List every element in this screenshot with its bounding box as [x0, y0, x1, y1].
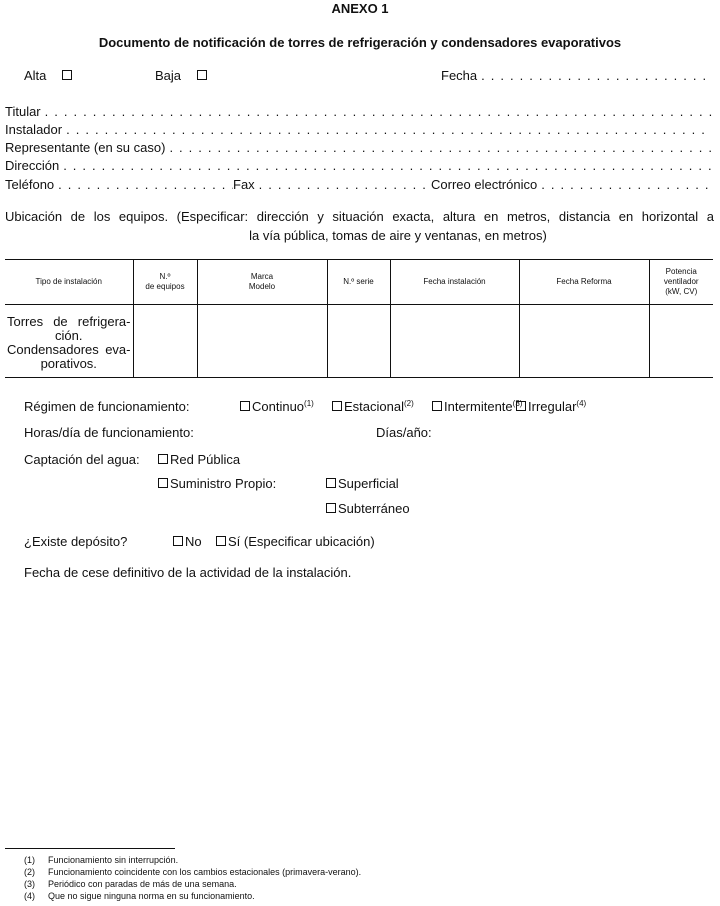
irregular-footnote-ref: (4) — [576, 399, 587, 408]
continuo-label: Continuo — [252, 399, 305, 414]
intermitente-label: Intermitente — [444, 399, 513, 414]
cell-fecha-instalacion[interactable] — [390, 305, 519, 378]
estacional-footnote-ref: (2) — [403, 399, 414, 408]
deposito-no-label: No — [185, 534, 202, 549]
instalador-dotted-line[interactable] — [66, 122, 712, 137]
suministro-propio-checkbox[interactable] — [158, 478, 168, 488]
footnote-3: (3) Periódico con paradas de más de una semana. — [24, 879, 237, 889]
deposito-no-checkbox[interactable] — [173, 536, 183, 546]
estacional-option[interactable] — [332, 399, 414, 414]
ubicacion-line-1: Ubicación de los equipos. (Especificar: dirección y situación exacta, altura en metros, distancia en horizontal a — [5, 209, 714, 224]
fecha-label: Fecha — [441, 68, 478, 83]
telefono-field[interactable] — [5, 177, 233, 192]
deposito-label: ¿Existe depósito? — [24, 534, 128, 549]
cese-label: Fecha de cese definitivo de la actividad de la instalación. — [24, 565, 352, 580]
intermitente-footnote-ref: (3) — [512, 399, 523, 408]
representante-dotted-line[interactable] — [169, 140, 712, 155]
irregular-checkbox[interactable] — [516, 401, 526, 411]
header-num-serie: N.º serie — [327, 260, 390, 305]
table-row — [5, 305, 713, 378]
red-publica-label: Red Pública — [170, 452, 241, 467]
titular-dotted-line[interactable] — [45, 104, 712, 119]
equipment-table — [5, 259, 713, 378]
cell-potencia[interactable] — [649, 305, 713, 378]
header-num-equipos: N.º de equipos — [133, 260, 197, 305]
fax-field[interactable] — [233, 177, 431, 192]
representante-field[interactable] — [5, 140, 712, 158]
instalador-label: Instalador — [5, 122, 63, 137]
baja-checkbox[interactable] — [197, 70, 207, 80]
direccion-dotted-line[interactable] — [63, 158, 712, 173]
fecha-dotted-line[interactable] — [481, 68, 712, 83]
instalador-field[interactable] — [5, 122, 712, 140]
estacional-checkbox[interactable] — [332, 401, 342, 411]
footnote-2: (2) Funcionamiento coincidente con los cambios estacionales (primavera-verano). — [24, 867, 362, 877]
tipo-line-4: porativos. — [40, 356, 97, 371]
subterraneo-checkbox[interactable] — [326, 503, 336, 513]
footnote-divider — [5, 848, 175, 849]
suministro-propio-label: Suministro Propio: — [170, 476, 277, 491]
intermitente-checkbox[interactable] — [432, 401, 442, 411]
footnote-1: (1) Funcionamiento sin interrupción. — [24, 855, 179, 865]
alta-label: Alta — [24, 68, 47, 83]
deposito-si-checkbox[interactable] — [216, 536, 226, 546]
estacional-label: Estacional — [344, 399, 404, 414]
tipo-line-3: Condensadores eva- — [7, 342, 131, 357]
correo-label: Correo electrónico — [431, 177, 538, 192]
header-potencia: Potencia ventilador (kW, CV) — [649, 260, 713, 305]
suministro-propio-option[interactable] — [158, 476, 276, 491]
alta-option[interactable] — [24, 68, 74, 83]
header-fecha-instalacion: Fecha instalación — [390, 260, 519, 305]
tipo-line-2: ción. — [55, 328, 83, 343]
continuo-footnote-ref: (1) — [304, 399, 314, 408]
direccion-label: Dirección — [5, 158, 60, 173]
header-fecha-reforma: Fecha Reforma — [519, 260, 649, 305]
fecha-field[interactable] — [441, 68, 712, 86]
titular-field[interactable] — [5, 104, 712, 122]
captacion-label: Captación del agua: — [24, 452, 140, 467]
direccion-field[interactable] — [5, 158, 712, 176]
alta-checkbox[interactable] — [62, 70, 72, 80]
cell-marca-modelo[interactable] — [197, 305, 327, 378]
red-publica-option[interactable] — [158, 452, 240, 467]
irregular-label: Irregular — [528, 399, 577, 414]
telefono-dotted-line[interactable] — [58, 177, 233, 192]
deposito-si-label: Sí (Especificar ubicación) — [228, 534, 375, 549]
representante-label: Representante (en su caso) — [5, 140, 166, 155]
superficial-checkbox[interactable] — [326, 478, 336, 488]
annex-heading: ANEXO 1 — [331, 1, 389, 16]
correo-field[interactable] — [431, 177, 712, 192]
fax-dotted-line[interactable] — [259, 177, 431, 192]
cell-num-equipos[interactable] — [133, 305, 197, 378]
subterraneo-label: Subterráneo — [338, 501, 410, 516]
cell-tipo — [5, 305, 133, 378]
titular-label: Titular — [5, 104, 41, 119]
baja-option[interactable] — [155, 68, 209, 83]
telefono-label: Teléfono — [5, 177, 55, 192]
deposito-si-option[interactable] — [216, 534, 375, 549]
contact-row — [5, 177, 712, 195]
irregular-option[interactable] — [516, 399, 586, 414]
document-title: Documento de notificación de torres de refrigeración y condensadores evaporativos — [98, 35, 622, 50]
baja-label: Baja — [155, 68, 182, 83]
subterraneo-option[interactable] — [326, 501, 410, 516]
continuo-checkbox[interactable] — [240, 401, 250, 411]
fax-label: Fax — [233, 177, 255, 192]
cell-fecha-reforma[interactable] — [519, 305, 649, 378]
intermitente-option[interactable] — [432, 399, 522, 414]
header-marca-modelo: Marca Modelo — [197, 260, 327, 305]
horas-label: Horas/día de funcionamiento: — [24, 425, 194, 440]
deposito-no-option[interactable] — [173, 534, 202, 549]
cell-num-serie[interactable] — [327, 305, 390, 378]
regimen-label: Régimen de funcionamiento: — [24, 399, 190, 414]
footnote-4: (4) Que no sigue ninguna norma en su funcionamiento. — [24, 891, 255, 901]
superficial-label: Superficial — [338, 476, 399, 491]
ubicacion-line-2: la vía pública, tomas de aire y ventanas, en metros) — [249, 228, 547, 243]
header-tipo: Tipo de instalación — [5, 260, 133, 305]
dias-label: Días/año: — [376, 425, 432, 440]
superficial-option[interactable] — [326, 476, 399, 491]
table-header-row — [5, 260, 713, 305]
tipo-line-1: Torres de refrigera- — [7, 314, 131, 329]
correo-dotted-line[interactable] — [541, 177, 712, 192]
continuo-option[interactable] — [240, 399, 314, 414]
red-publica-checkbox[interactable] — [158, 454, 168, 464]
